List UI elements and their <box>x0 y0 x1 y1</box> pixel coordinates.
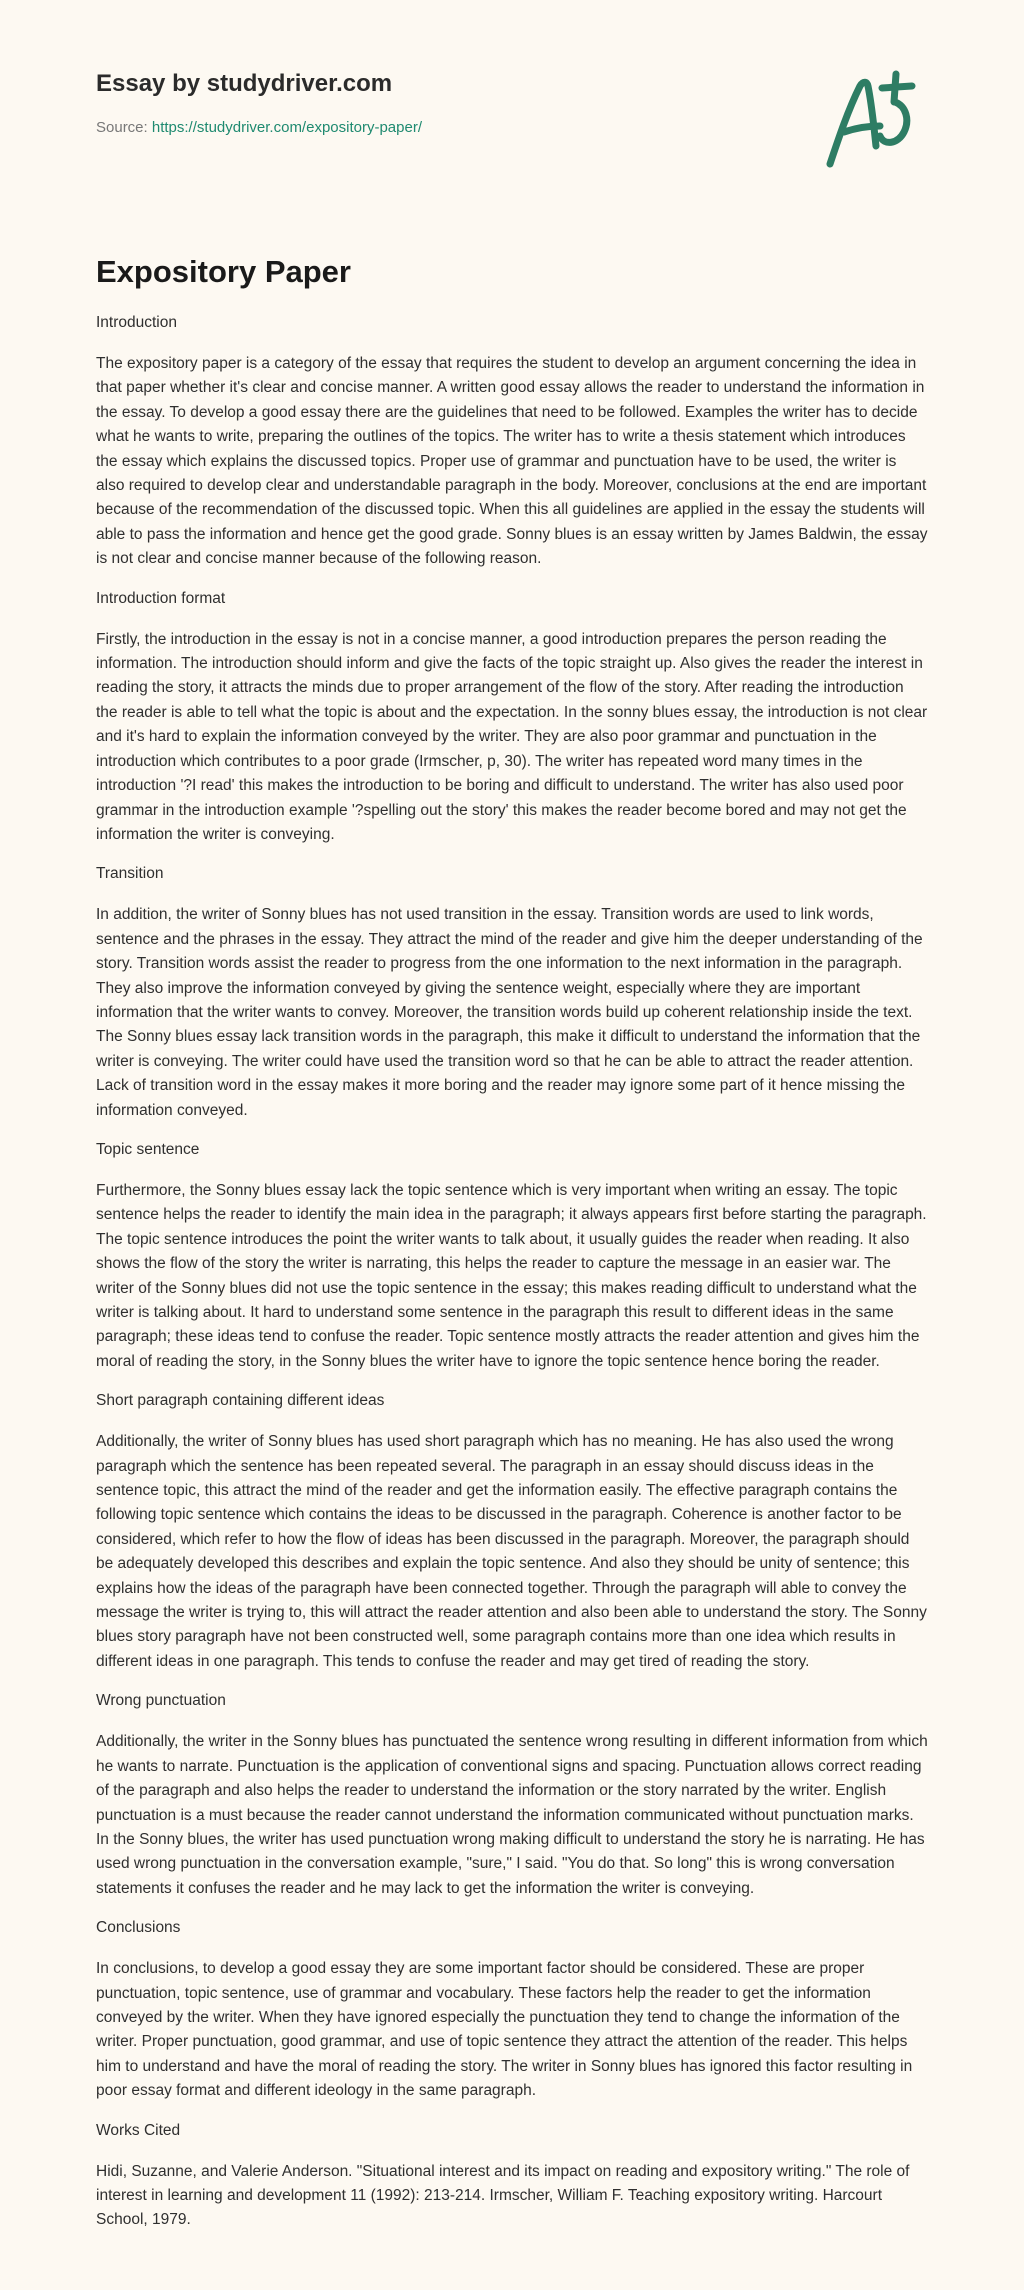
section-body-short-paragraph: Additionally, the writer of Sonny blues has used short paragraph which has no meaning. He has also used the wrong paragraph which the sentence has been repeated several. The paragraph in an essay should discuss ideas in the sentence topic, this attract the mind of the reader and get the information easily. The effective paragraph contains the following topic sentence which contains the ideas to be discussed in the paragraph. Coherence is another factor to be considered, which refer to how the flow of ideas has been discussed in the paragraph. Moreover, the paragraph should be adequately developed this describes and explain the topic sentence. And also they should be unity of sentence; this explains how the ideas of the paragraph have been connected together. Through the paragraph will able to convey the message the writer is trying to, this will attract the reader attention and also been able to understand the story. The Sonny blues story paragraph have not been constructed well, some paragraph contains more than one idea which results in different ideas in one paragraph. This tends to confuse the reader and may get tired of reading the story. <box>96 1433 927 1670</box>
section-heading-transition: Transition <box>96 865 164 883</box>
source-line <box>96 118 928 138</box>
section-heading-topic-sentence: Topic sentence <box>96 1140 200 1158</box>
section-heading-wrong-punctuation: Wrong punctuation <box>96 1692 226 1710</box>
section-body-conclusions: In conclusions, to develop a good essay they are some important factor should be considered. These are proper punctuation, topic sentence, use of grammar and vocabulary. These factors help the reader to get the information conveyed by the writer. When they have ignored especially the punctuation they tend to change the information of the writer. Proper punctuation, good grammar, and use of topic sentence they attract the attention of the reader. This helps him to understand and have the moral of reading the story. The writer in Sonny blues has ignored this factor resulting in poor essay format and different ideology in the same paragraph. <box>96 1960 913 2100</box>
section-heading-introduction-format: Introduction format <box>96 589 226 607</box>
section-body-introduction-format: Firstly, the introduction in the essay is not in a concise manner, a good introduction prepares the person reading the information. The introduction should inform and give the facts of the topic straight up. Also gives the reader the interest in reading the story, it attracts the minds due to proper arrangement of the flow of the story. After reading the introduction the reader is able to tell what the topic is about and the expectation. In the sonny blues essay, the introduction is not clear and it's hard to explain the information conveyed by the writer. They are also poor grammar and punctuation in the introduction which contributes to a poor grade (Irmscher, p, 30). The writer has repeated word many times in the introduction '?I read' this makes the introduction to be boring and difficult to understand. The writer has also used poor grammar in the introduction example '?spelling out the story' this makes the reader become bored and may not get the information the writer is conveying. <box>96 630 928 843</box>
essay-content <box>96 252 928 2250</box>
section-heading-introduction: Introduction <box>96 314 177 331</box>
source-link[interactable]: https://studydriver.com/expository-paper/ <box>151 119 422 136</box>
section-body-transition: In addition, the writer of Sonny blues has not used transition in the essay. Transition words are used to link words, sentence and the phrases in the essay. They attract the mind of the reader and give him the deeper understanding of the story. Transition words assist the reader to progress from the one information to the next information in the paragraph. They also improve the information conveyed by giving the sentence weight, especially where they are important information that the writer wants to convey. Moreover, the transition words build up coherent relationship inside the text. The Sonny blues essay lack transition words in the paragraph, this make it difficult to understand the information that the writer is conveying. The writer could have used the transition word so that he can be able to attract the reader attention. Lack of transition word in the essay makes it more boring and the reader may ignore some part of it hence missing the information conveyed. <box>96 906 923 1119</box>
section-heading-works-cited: Works Cited <box>96 2121 181 2139</box>
page-header <box>96 70 928 138</box>
section-body-wrong-punctuation: Additionally, the writer in the Sonny blues has punctuated the sentence wrong resulting in different information from which he wants to narrate. Punctuation is the application of conventional signs and spacing. Punctuation allows correct reading of the paragraph and also helps the reader to understand the information or the story narrated by the writer. English punctuation is a must because the reader cannot understand the information communicated without punctuation marks. In the Sonny blues, the writer has used punctuation wrong making difficult to understand the story he is narrating. He has used wrong punctuation in the conversation example, "sure," I said. "You do that. So long" this is wrong conversation statements it confuses the reader and he may lack to get the information the writer is conveying. <box>96 1733 928 1897</box>
section-body-works-cited: Hidi, Suzanne, and Valerie Anderson. "Situational interest and its impact on reading and expository writing." The role of interest in learning and development 11 (1992): 213-214. Irmscher, William F. Teaching expository writing. Harcourt School, 1979. <box>96 2162 910 2229</box>
a-plus-logo-icon <box>822 62 932 172</box>
section-heading-conclusions: Conclusions <box>96 1919 181 1937</box>
section-body-introduction: The expository paper is a category of the essay that requires the student to develop an argument concerning the idea in that paper whether it's clear and concise manner. A written good essay allows the reader to understand the information in the essay. To develop a good essay there are the guidelines that need to be followed. Examples the writer has to decide what he wants to write, preparing the outlines of the topics. The writer has to write a thesis statement which introduces the essay which explains the discussed topics. Proper use of grammar and punctuation have to be used, the writer is also required to develop clear and understandable paragraph in the body. Moreover, conclusions at the end are important because of the recommendation of the discussed topic. When this all guidelines are applied in the essay the students will able to pass the information and hence get the good grade. Sonny blues is an essay written by James Baldwin, the essay is not clear and concise manner because of the following reason. <box>96 355 928 568</box>
section-body-topic-sentence: Furthermore, the Sonny blues essay lack the topic sentence which is very important when writing an essay. The topic sentence helps the reader to identify the main idea in the paragraph; it always appears first before starting the paragraph. The topic sentence introduces the point the writer wants to talk about, it usually guides the reader when reading. It also shows the flow of the story the writer is narrating, this helps the reader to capture the message in an easier war. The writer of the Sonny blues did not use the topic sentence in the essay; this makes reading difficult to understand what the writer is talking about. It hard to understand some sentence in the paragraph this result to different ideas in the same paragraph; these ideas tend to confuse the reader. Topic sentence mostly attracts the reader attention and gives him the moral of reading the story, in the Sonny blues the writer have to ignore the topic sentence hence boring the reader. <box>96 1181 927 1370</box>
site-title: Essay by studydriver.com <box>96 70 393 97</box>
section-heading-short-paragraph: Short paragraph containing different ideas <box>96 1392 385 1410</box>
document-title: Expository Paper <box>96 254 351 289</box>
source-label: Source: <box>96 119 152 136</box>
